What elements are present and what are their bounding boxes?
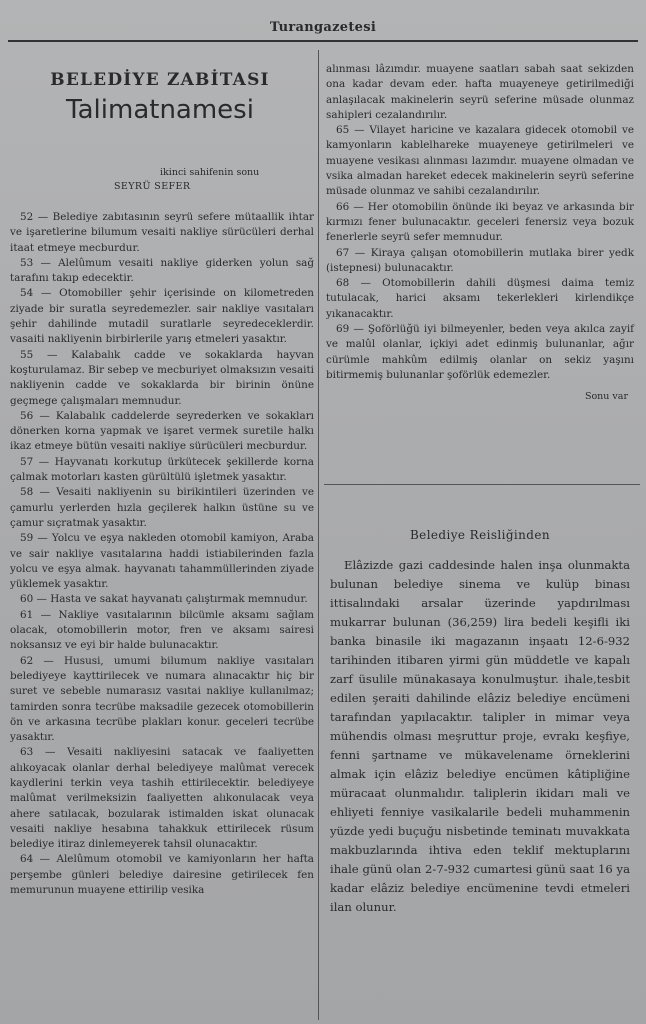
- continued-note: ikinci sahifenin sonu: [160, 167, 260, 178]
- article-paragraph: 57 — Hayvanatı korkutup ürkütecek şekillerde korna çalmak motorları kasten gürültülü işletmek yasaktır.: [10, 455, 314, 484]
- newspaper-name: Turangazetesi: [269, 20, 377, 35]
- article-paragraph: 55 — Kalabalık cadde ve sokaklarda hayvan koşturulamaz. Bir sebep ve mecburiyet olmaksızın vesaiti nakliyenin cadde ve sokaklarda bir birinin önüne geçmege çalışmaları memnudur.: [10, 348, 314, 407]
- article-paragraph: 56 — Kalabalık caddelerde seyrederken ve sokakları dönerken korna yapmak ve işaret vermek suretile halkı ikaz etmeye bütün vesaiti nakliye sürücüleri mecburdur.: [10, 409, 314, 453]
- article-title-line1: BELEDİYE ZABİTASI: [50, 70, 270, 90]
- article-paragraph: 64 — Alelûmum otomobil ve kamiyonların her hafta perşembe günleri belediye dairesine getirilecek fen memurunun muayene ettirilip vesika: [10, 853, 314, 897]
- notice-title: Belediye Reisliğinden: [409, 528, 551, 542]
- article-paragraph: 68 — Otomobillerin dahili düşmesi daima temiz tutulacak, harici aksamı tekerlekleri kirlendikçe yıkanacaktır.: [326, 277, 634, 320]
- article-paragraph: 65 — Vilayet haricine ve kazalara gidecek otomobil ve kamyonların kablelhareke muayeneye getirilmeleri ve muayene vesikası alınması lazımdır. muayene olmadan ve vsika almadan hareket edecek makinelerin seyrü seferine müsade olunmaz ve sahibi cezalandırılır.: [326, 124, 634, 198]
- article-paragraph: 59 — Yolcu ve eşya nakleden otomobil kamiyon, Araba ve sair nakliye vasıtalarına haddi istiabilerinden fazla yolcu ve eşya almak. hayvanatı tahammüllerinden ziyade yüklemek yasaktır.: [10, 532, 314, 591]
- article-paragraph: 66 — Her otomobilin önünde iki beyaz ve arkasında bir kırmızı fener bulunacaktır. geceleri fenersiz veya bozuk fenerlerle seyrü sefer memnudur.: [326, 200, 634, 244]
- article-right-column: [326, 62, 634, 405]
- article-paragraph: 63 — Vesaiti nakliyesini satacak ve faaliyetten alıkoyacak olanlar derhal belediyeye malûmat verecek kaydlerini terkin veya tashih ettirilecektir. belediyeye malûmat verilmeksizin faaliyetten alıkonulacak veya ahere satılacak, bozularak istimalden iskat olunacak vesaiti nakliye hesabına tahakkuk ettirilecek rüsum belediye itiraz dinlemeyerek tahsil olunacaktır.: [10, 746, 314, 851]
- article-paragraph: 54 — Otomobiller şehir içerisinde on kilometreden ziyade bir suratla seyredemezler. sair nakliye vasıtaları şehir dahilinde mutadil suratlarle seyredeceklerdir. vasaiti nakliyenin birbirlerile yarış etmeleri yasaktır.: [10, 287, 314, 346]
- continued-label: Sonu var: [584, 391, 628, 403]
- notice-body: Elâzizde gazi caddesinde halen inşa olunmakta bulunan belediye sinema ve kulüp binası ittisalındaki arsalar üzerinde yapdırılması mukarrar bulunan (36,259) lira bedeli keşifli iki banka binasile iki magazanın inşaatı 12-6-932 tarihinden itibaren yirmi gün müddetle ve kapalı zarf üsulile münakasaya konulmuştur. ihale,tesbit edilen şeraiti dahilinde elâziz belediye encümeni tarafından yapılacaktır. talipler in mimar veya mühendis olması meşruttur proje, evrakı keşfiye, fenni şartname ve mükavelename örneklerini almak için elâziz belediye encümen kâtipliğine müracaat olunmalıdır. taliplerin ikidarı mali ve ehliyeti fenniye vasikalarile bedeli muhammenin yüzde yedi buçuğu nisbetinde teminatı muvakkata makbuzlarında ihtiva eden teklif mektuplarını ihale günü olan 2-7-932 cumartesi günü saat 16 ya kadar elâziz belediye encümenine tevdi etmeleri ilan olunur.: [330, 558, 630, 914]
- article-left-column: [10, 210, 314, 898]
- column-divider: [318, 50, 319, 1020]
- section-divider: [324, 484, 640, 485]
- article-paragraph: 61 — Nakliye vasıtalarının bilcümle aksamı sağlam olacak, otomobillerin motor, fren ve aksamı sairesi noksansız ve eyi bir halde bulunacaktır.: [10, 608, 314, 652]
- notice-body-column: [330, 556, 630, 917]
- article-paragraph: 60 — Hasta ve sakat hayvanatı çalıştırmak memnudur.: [20, 593, 308, 606]
- masthead-rule: [8, 40, 638, 42]
- article-paragraph: 53 — Alelûmum vesaiti nakliye giderken yolun sağ tarafını takıp edecektir.: [10, 256, 314, 285]
- article-paragraph: 58 — Vesaiti nakliyenin su birikintileri üzerinden ve çamurlu yerlerden hızla geçilerek halkın üstüne su ve çamur sıçratmak yasaktır.: [10, 486, 314, 529]
- section-heading: SEYRÜ SEFER: [114, 181, 191, 192]
- article-paragraph: alınması lâzımdır. muayene saatları sabah saat sekizden ona kadar devam eder. hafta muayeneye getirilmediği anlaşılacak makinelerin seyrü seferine müsade olunmaz sahipleri cezalandırılır.: [326, 63, 634, 121]
- article-paragraph: 69 — Şoförlüğü iyi bilmeyenler, beden veya akılca zayif ve malûl olanlar, içkiyi adet edinmiş bulunanlar, ağır cürümle mahkûm edilmiş olanlar on sekiz yaşını bitirmemiş bulunanlar şoförlük edemezler.: [326, 323, 634, 381]
- article-paragraph: 67 — Kiraya çalışan otomobillerin mutlaka birer yedk (istepnesi) bulunacaktır.: [326, 246, 634, 274]
- article-title-line2: Talimatnamesi: [66, 95, 254, 125]
- masthead: [0, 14, 646, 44]
- article-paragraph: 62 — Hususi, umumi bilumum nakliye vasıtaları belediyeye kayttirilecek ve numara alınacaktır hiç bir suret ve sebeble numarasız vasıtai nakliye kullanılmaz; tamirden sonra tecrübe maksadile gezecek otomobillerin ön ve arkasına tecrübe plakları konur. geceleri tecrübe yasaktır.: [10, 654, 314, 744]
- article-paragraph: 52 — Belediye zabıtasının seyrü sefere mütaallik ihtar ve işaretlerine bilumum vesaiti nakliye sürücüleri derhal itaat etmeye mecburdur.: [10, 211, 314, 254]
